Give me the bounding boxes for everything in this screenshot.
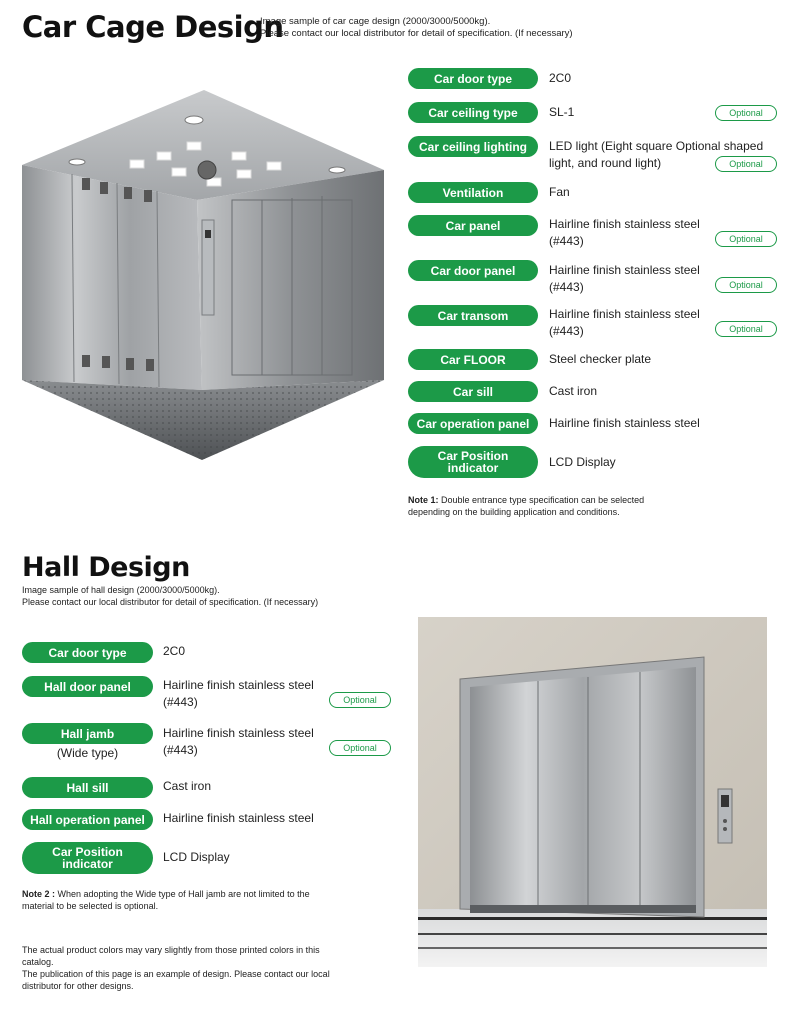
car-cage-title: Car Cage Design xyxy=(22,10,284,44)
hall-image xyxy=(418,617,767,967)
spec-value: SL-1 xyxy=(549,105,575,119)
optional-badge: Optional xyxy=(715,156,777,172)
optional-badge: Optional xyxy=(715,277,777,293)
car-cage-subtitle: Image sample of car cage design (2000/3000/5000kg). Please contact our local distributor for detail of specification. (If necessary) xyxy=(260,16,573,39)
spec-label: Car FLOOR xyxy=(408,349,538,370)
spec-label: Car panel xyxy=(408,215,538,236)
note-1: Note 1: Double entrance type specification can be selected depending on the building application and conditions. xyxy=(408,495,645,517)
spec-value: Hairline finish stainless steel (#443) xyxy=(549,307,700,338)
spec-label: Hall jamb xyxy=(22,723,153,744)
optional-badge: Optional xyxy=(715,231,777,247)
spec-value: Cast iron xyxy=(549,384,598,398)
spec-label: Hall operation panel xyxy=(22,809,153,830)
spec-label: Hall sill xyxy=(22,777,153,798)
spec-value: Fan xyxy=(549,185,570,199)
hall-subtitle: Image sample of hall design (2000/3000/5000kg). Please contact our local distributor for detail of specification. (If necessary) xyxy=(22,585,319,607)
spec-label: Car door panel xyxy=(408,260,538,281)
spec-value: Hairline finish stainless steel xyxy=(549,416,700,430)
spec-value: Cast iron xyxy=(163,779,212,793)
spec-label: Car door type xyxy=(22,642,153,663)
optional-badge: Optional xyxy=(329,692,391,708)
spec-label: Car door type xyxy=(408,68,538,89)
spec-label: Hall door panel xyxy=(22,676,153,697)
spec-value: 2C0 xyxy=(163,644,186,658)
spec-value: Hairline finish stainless steel (#443) xyxy=(549,217,700,248)
optional-badge: Optional xyxy=(715,105,777,121)
spec-value: LCD Display xyxy=(549,455,616,469)
spec-label: Ventilation xyxy=(408,182,538,203)
spec-label: Car sill xyxy=(408,381,538,402)
spec-value: Hairline finish stainless steel (#443) xyxy=(163,726,314,757)
spec-value: LED light (Eight square Optional shaped light, and round light) xyxy=(549,139,764,170)
car-cage-image xyxy=(22,90,384,460)
spec-value: Hairline finish stainless steel (#443) xyxy=(549,263,700,294)
spec-value: Hairline finish stainless steel xyxy=(163,811,314,825)
spec-value: LCD Display xyxy=(163,850,230,864)
spec-label: Car ceiling type xyxy=(408,102,538,123)
hall-title: Hall Design xyxy=(22,552,190,583)
spec-label: Car Position indicator xyxy=(408,446,538,478)
spec-label: Car transom xyxy=(408,305,538,326)
optional-badge: Optional xyxy=(329,740,391,756)
spec-value: 2C0 xyxy=(549,71,572,85)
spec-label: Car operation panel xyxy=(408,413,538,434)
note-2: Note 2 : When adopting the Wide type of Hall jamb are not limited to the material to be selected is optional. xyxy=(22,889,310,911)
footer-disclaimer: The actual product colors may vary slightly from those printed colors in this catalog. The publication of this page is an example of design. Please contact our local distributor for other designs. xyxy=(22,945,330,991)
spec-label: Car ceiling lighting xyxy=(408,136,538,157)
spec-value: Steel checker plate xyxy=(549,352,652,366)
optional-badge: Optional xyxy=(715,321,777,337)
spec-value: Hairline finish stainless steel (#443) xyxy=(163,678,314,709)
spec-label: Car Position indicator xyxy=(22,842,153,874)
spec-sublabel: (Wide type) xyxy=(56,746,119,760)
